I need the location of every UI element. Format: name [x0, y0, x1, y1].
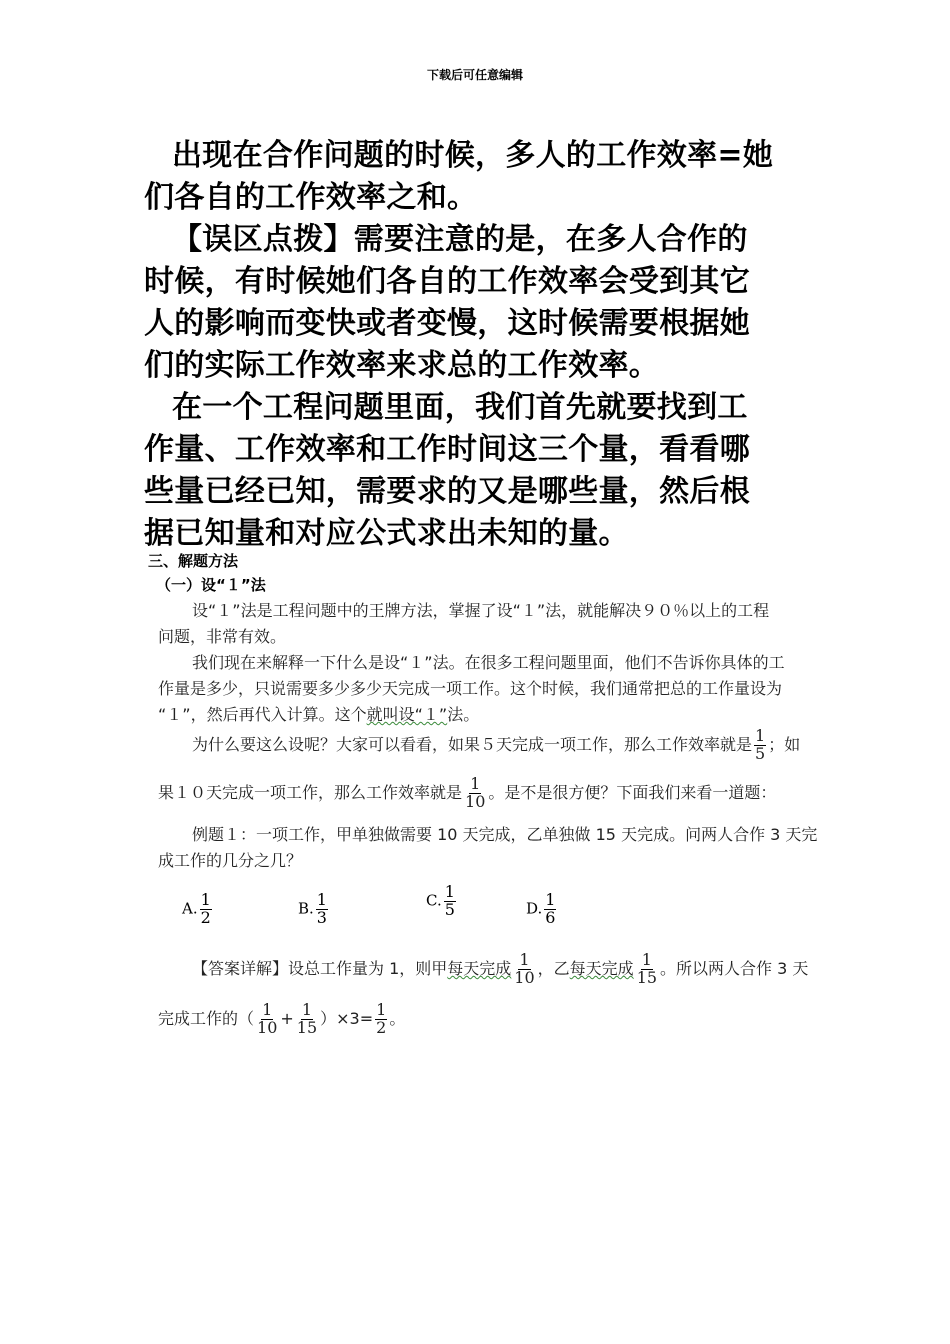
- fraction: $\frac{1}{2}$: [200, 890, 211, 927]
- option-b: B. $\frac{1}{3}$: [298, 890, 327, 927]
- fraction: $\frac{1}{5}$: [444, 882, 455, 919]
- option-d: D. $\frac{1}{6}$: [526, 890, 556, 927]
- fraction: $\frac{1}{10}$: [514, 950, 535, 987]
- option-a: A. $\frac{1}{2}$: [182, 890, 211, 927]
- answer-line: 完成工作的（ $\frac{1}{10}$ + $\frac{1}{15}$ ）×3= $\frac{1}{2}$ 。: [158, 1000, 406, 1037]
- fraction: $\frac{1}{5}$: [755, 726, 766, 763]
- answer-line: 【答案详解】设总工作量为 1，则甲每天完成 $\frac{1}{10}$ ，乙每天完成 $\frac{1}{15}$ 。所以两人合作 3 天: [192, 950, 809, 987]
- page-header: 下载后可任意编辑: [426, 68, 523, 82]
- text-line: 设“１”法是工程问题中的王牌方法，掌握了设“１”法，就能解决９０％以上的工程: [192, 601, 770, 620]
- fraction: $\frac{1}{6}$: [545, 890, 556, 927]
- paragraph-line: 们的实际工作效率来求总的工作效率。: [144, 348, 660, 383]
- fraction: $\frac{1}{10}$: [465, 774, 486, 811]
- subsection-title: （一）设“１”法: [156, 576, 266, 594]
- fraction: $\frac{1}{2}$: [376, 1000, 387, 1037]
- paragraph-line: 在一个工程问题里面，我们首先就要找到工: [172, 390, 748, 425]
- fraction: $\frac{1}{15}$: [296, 1000, 318, 1037]
- paragraph-line: 出现在合作问题的时候，多人的工作效率=她: [172, 138, 774, 173]
- paragraph-line: 人的影响而变快或者变慢，这时候需要根据她: [144, 306, 750, 341]
- text-line: “１”，然后再代入计算。这个就叫设“１”法。: [158, 705, 480, 724]
- spell-underline: 每天完成: [569, 958, 634, 978]
- paragraph-line: 们各自的工作效率之和。: [144, 180, 478, 215]
- paragraph-line: 【误区点拨】需要注意的是，在多人合作的: [172, 222, 748, 257]
- text-line: 作量是多少，只说需要多少多少天完成一项工作。这个时候，我们通常把总的工作量设为: [158, 679, 783, 698]
- section-title: 三、解题方法: [148, 552, 239, 570]
- spell-underline: 就叫设“１”: [366, 705, 448, 724]
- paragraph-line: 些量已经已知，需要求的又是哪些量，然后根: [144, 474, 750, 509]
- option-c: C. $\frac{1}{5}$: [426, 882, 455, 919]
- text-line: 为什么要这么设呢？大家可以看看，如果５天完成一项工作，那么工作效率就是 $\frac{1}{5}$ ；如: [192, 726, 801, 763]
- paragraph-line: 据已知量和对应公式求出未知的量。: [144, 516, 629, 551]
- fraction: $\frac{1}{15}$: [636, 950, 658, 987]
- spell-underline: 每天完成: [447, 958, 512, 978]
- text-line: 我们现在来解释一下什么是设“１”法。在很多工程问题里面，他们不告诉你具体的工: [192, 653, 785, 672]
- paragraph-line: 时候，有时候她们各自的工作效率会受到其它: [144, 264, 750, 299]
- text-line: 例题１：一项工作，甲单独做需要 10 天完成，乙单独做 15 天完成。问两人合作 3 天完: [192, 825, 818, 844]
- text-line: 果１０天完成一项工作，那么工作效率就是 $\frac{1}{10}$ 。是不是很方便？下面我们来看一道题：: [158, 774, 777, 811]
- text-line: 问题，非常有效。: [158, 627, 287, 646]
- paragraph-line: 作量、工作效率和工作时间这三个量，看看哪: [144, 432, 750, 467]
- fraction: $\frac{1}{3}$: [316, 890, 327, 927]
- fraction: $\frac{1}{10}$: [257, 1000, 278, 1037]
- text-line: 成工作的几分之几？: [158, 851, 303, 870]
